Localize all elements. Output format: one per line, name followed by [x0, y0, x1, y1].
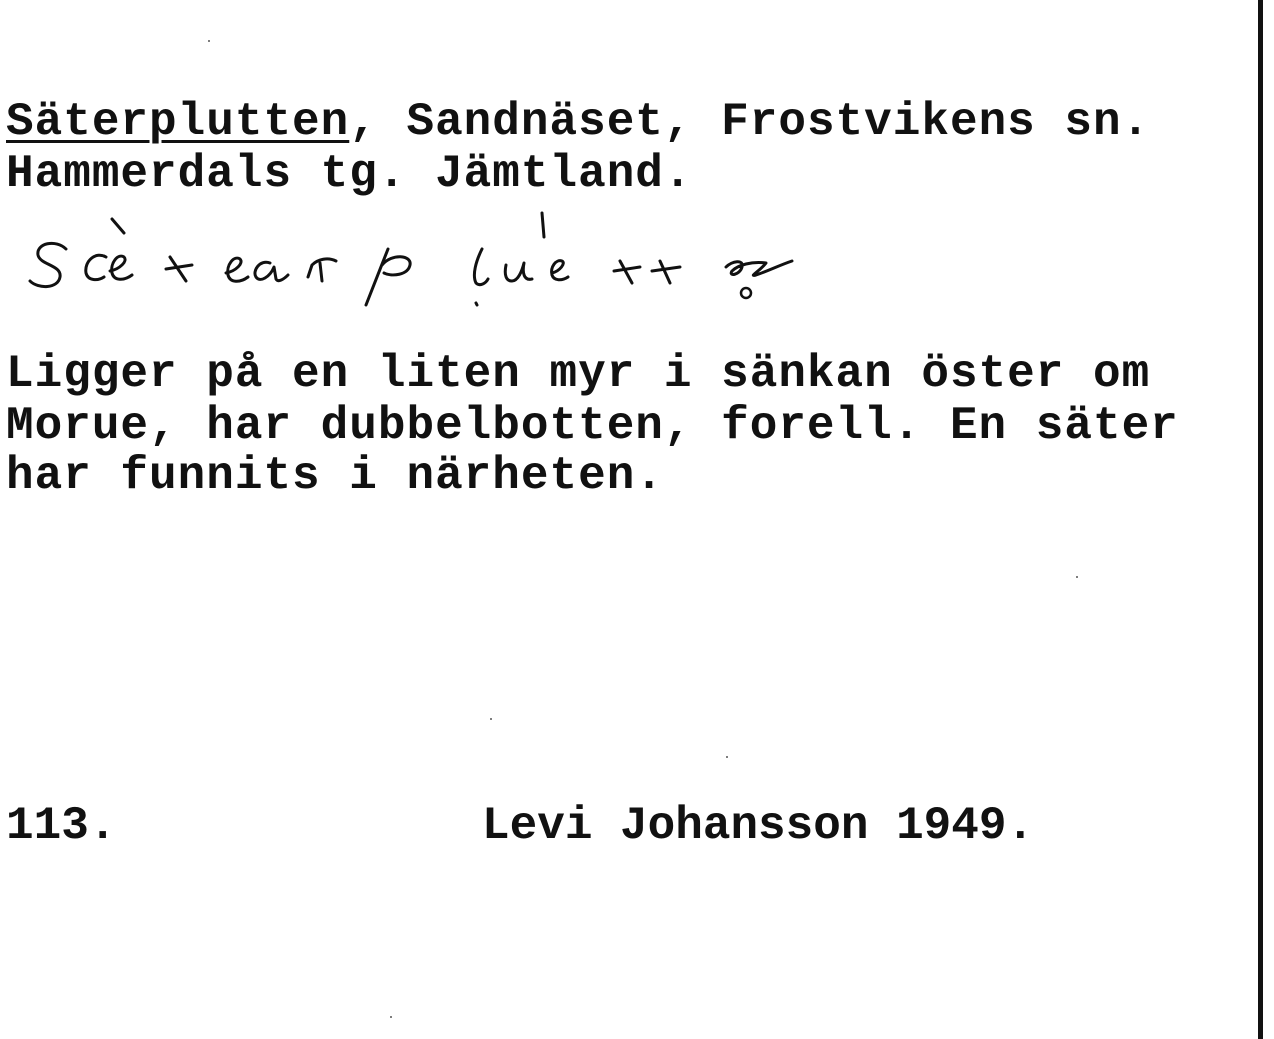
scan-speck: [390, 1016, 392, 1018]
card-edge: [1258, 0, 1263, 1039]
description-line-2: Morue, har dubbelbotten, forell. En säter: [6, 400, 1179, 452]
place-name: Säterplutten: [6, 96, 350, 148]
scan-speck: [726, 756, 728, 758]
scan-speck: [490, 718, 492, 720]
recorder-signature: Levi Johansson 1949.: [482, 800, 1035, 852]
handwriting-drawing: [20, 205, 810, 315]
header-line-1: [6, 96, 1150, 148]
description-line-1: Ligger på en liten myr i sänkan öster om: [6, 348, 1151, 400]
header-line-2: Hammerdals tg. Jämtland.: [6, 148, 693, 200]
scan-speck: [208, 40, 210, 42]
card-number: 113.: [6, 800, 117, 852]
description-line-3: har funnits i närheten.: [6, 450, 664, 502]
location-text: , Sandnäset, Frostvikens sn.: [349, 96, 1151, 148]
handwritten-pronunciation: [20, 205, 810, 315]
scan-speck: [1076, 576, 1078, 578]
